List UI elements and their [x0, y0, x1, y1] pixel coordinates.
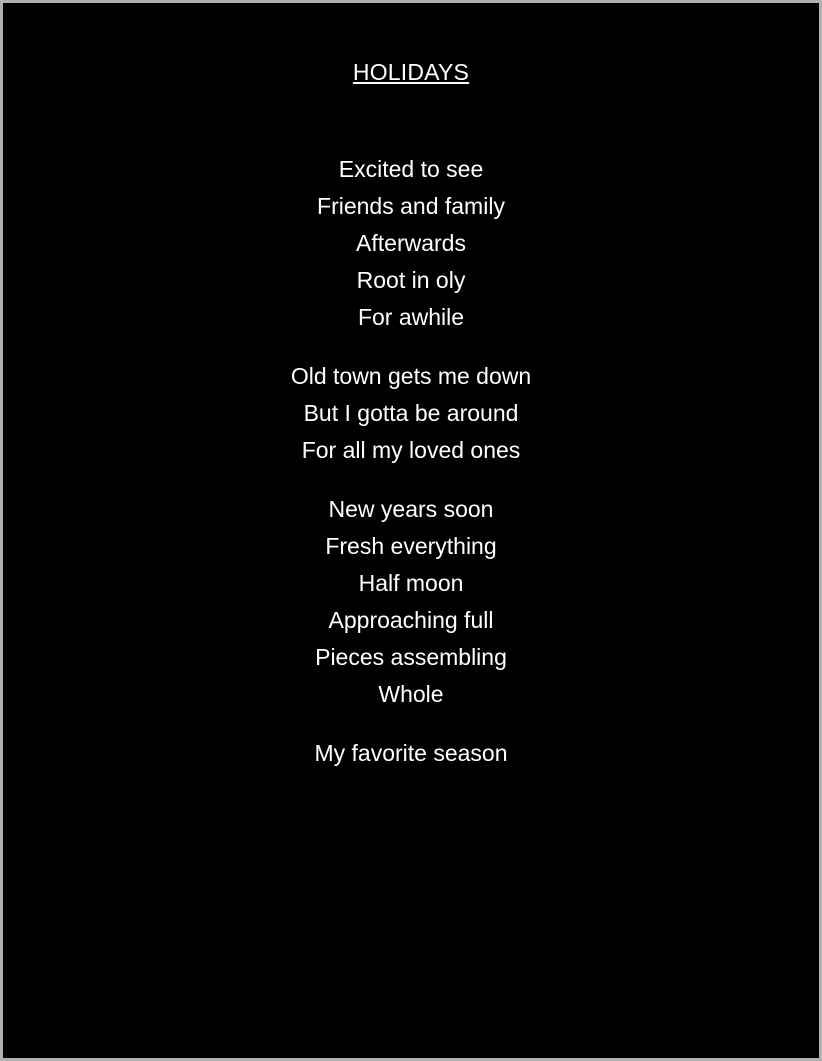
stanza-4 — [3, 735, 819, 772]
poem-line: Old town gets me down — [290, 363, 532, 389]
poem-line: For all my loved ones — [301, 437, 521, 463]
stanza-3 — [3, 491, 819, 713]
poem-line: Approaching full — [328, 607, 494, 633]
poem-line: Fresh everything — [325, 533, 497, 559]
poem-line: But I gotta be around — [303, 400, 519, 426]
poem-line: New years soon — [328, 496, 494, 522]
poem-line: Afterwards — [356, 230, 466, 256]
poem-line: Friends and family — [317, 193, 505, 219]
poem-body — [3, 55, 819, 794]
poem-line: Root in oly — [356, 267, 466, 293]
poem-line: Whole — [378, 681, 444, 707]
poem-line: Excited to see — [338, 156, 484, 182]
poem-line: My favorite season — [314, 740, 508, 766]
stanza-1 — [3, 151, 819, 336]
poem-line: Half moon — [358, 570, 464, 596]
poem-line: Pieces assembling — [315, 644, 507, 670]
poem-line: For awhile — [357, 304, 465, 330]
stanza-2 — [3, 358, 819, 469]
page-title: HOLIDAYS — [352, 59, 470, 85]
